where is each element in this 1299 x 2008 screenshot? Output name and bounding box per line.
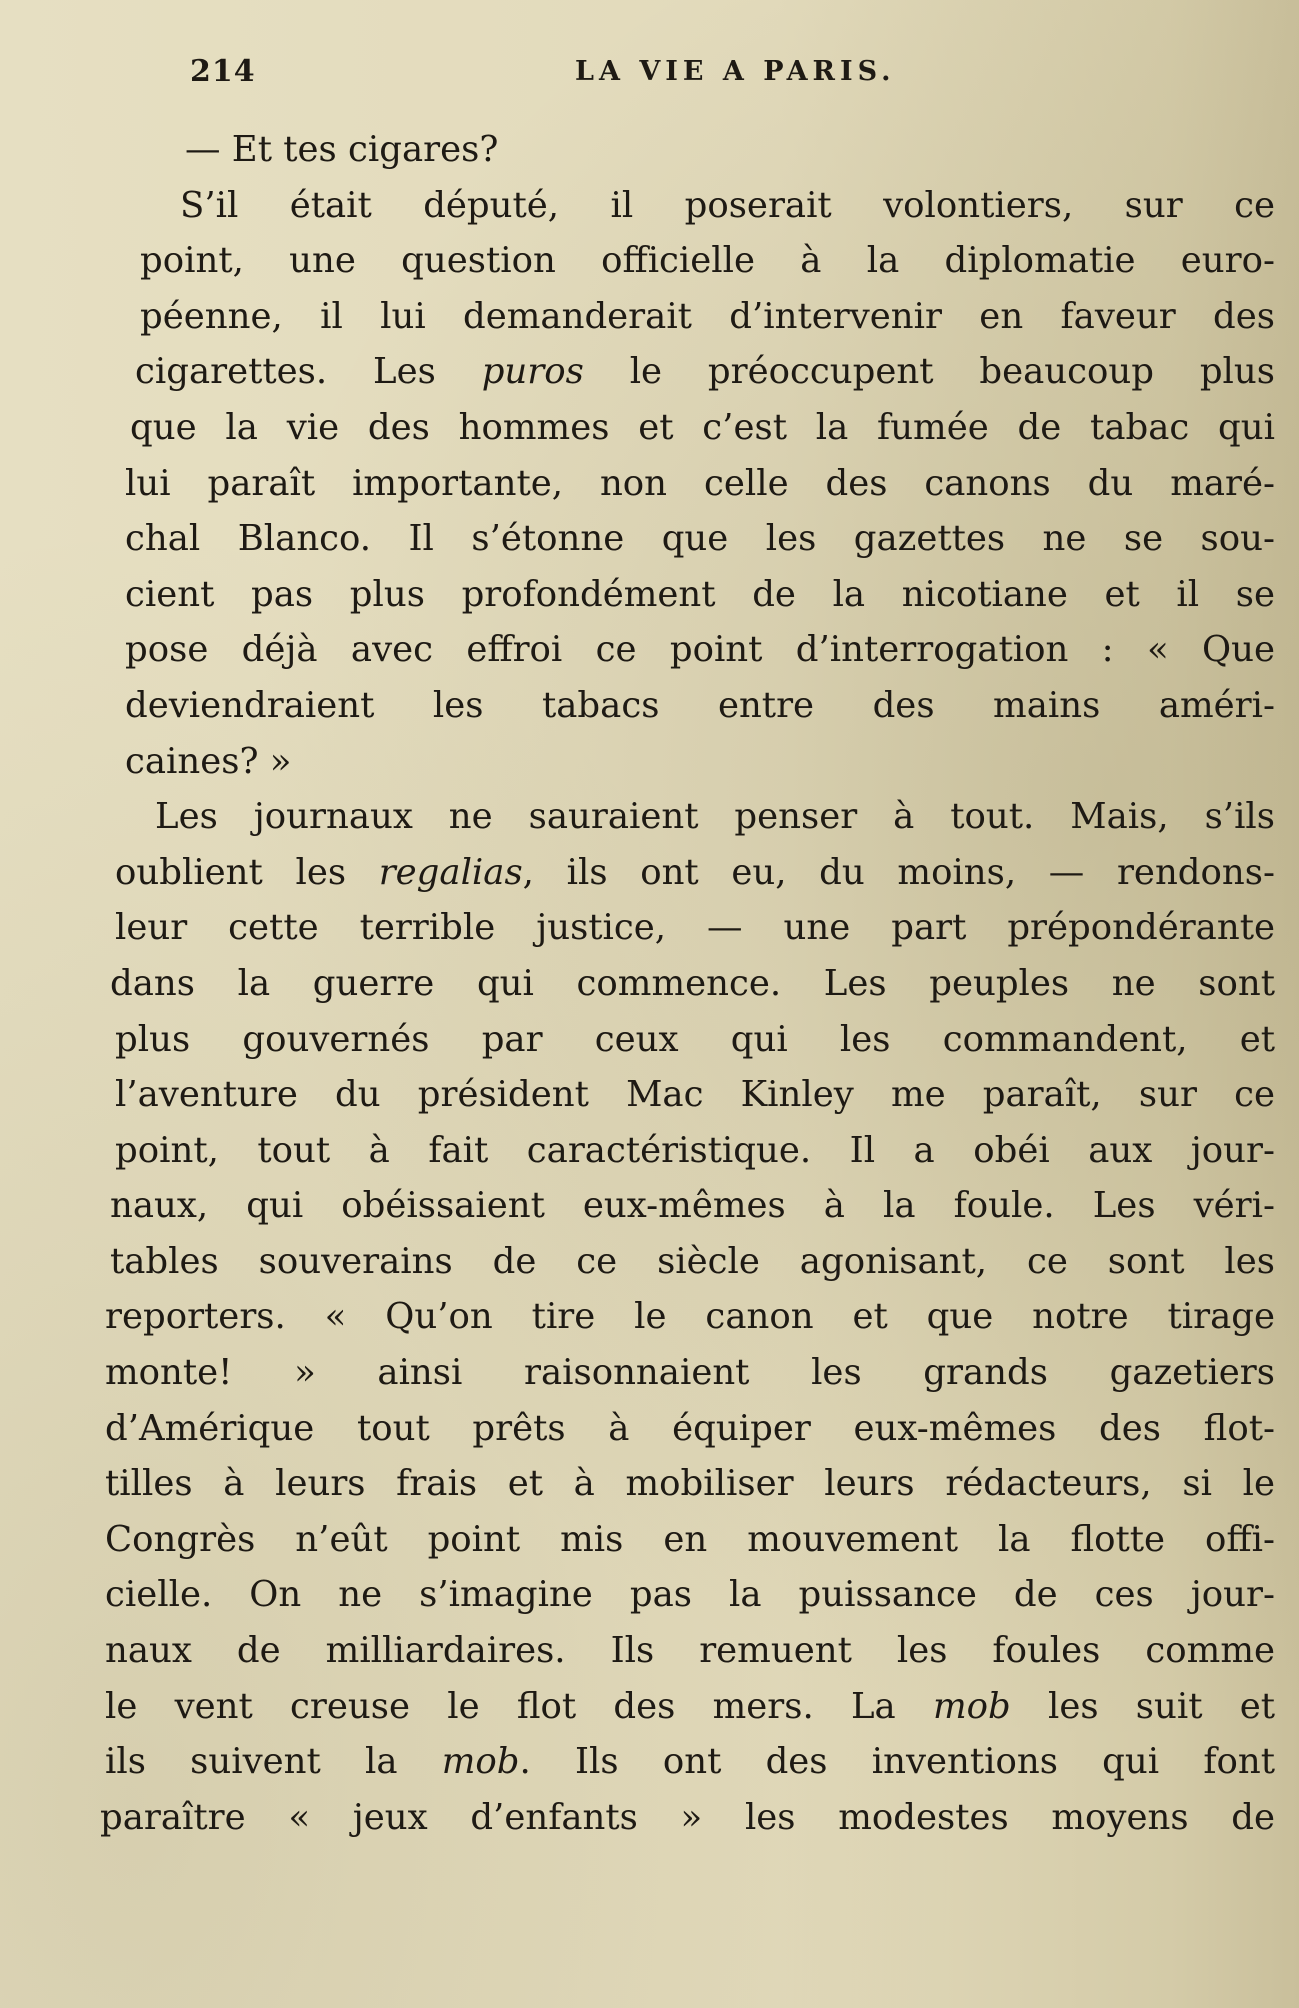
text-segment: oublient les xyxy=(115,851,379,893)
text-line xyxy=(125,456,1275,512)
text-segment: l’aventure du président Mac Kinley me paraît, sur ce xyxy=(115,1074,1275,1116)
italic-word: puros xyxy=(481,351,584,393)
text-segment: leur cette terrible justice, — une part prépondérante xyxy=(115,907,1275,949)
text-segment: , ils ont eu, du moins, — rendons- xyxy=(522,851,1275,893)
text-segment: reporters. « Qu’on tire le canon et que notre tirage xyxy=(105,1296,1275,1338)
text-line xyxy=(105,1289,1275,1345)
text-segment: dans la guerre qui commence. Les peuples ne sont xyxy=(110,962,1275,1004)
body-text xyxy=(100,122,1275,1845)
text-line xyxy=(110,1178,1275,1234)
text-line xyxy=(125,567,1275,623)
page-header xyxy=(0,54,1299,94)
text-segment: — Et tes cigares? xyxy=(185,129,499,170)
text-segment: plus gouvernés par ceux qui les commandent, et xyxy=(115,1018,1275,1060)
text-line xyxy=(105,1401,1275,1457)
text-line xyxy=(125,678,1275,734)
text-segment: cielle. On ne s’imagine pas la puissance de ces jour- xyxy=(105,1574,1275,1616)
text-segment: que la vie des hommes et c’est la fumée de tabac qui xyxy=(130,406,1275,448)
text-line xyxy=(110,1234,1275,1290)
text-segment: chal Blanco. Il s’étonne que les gazettes ne se sou- xyxy=(125,518,1275,560)
text-line xyxy=(125,734,1275,790)
text-line xyxy=(105,1345,1275,1401)
text-line xyxy=(115,1067,1275,1123)
text-segment: le vent creuse le flot des mers. La xyxy=(105,1685,933,1727)
page-number: 214 xyxy=(190,54,256,89)
text-line xyxy=(105,1679,1275,1735)
text-segment: pose déjà avec effroi ce point d’interrogation : « Que xyxy=(125,629,1275,671)
text-line xyxy=(115,845,1275,901)
text-line xyxy=(100,1790,1275,1846)
text-line xyxy=(105,1456,1275,1512)
text-line xyxy=(135,344,1275,400)
text-line xyxy=(155,789,1275,845)
text-segment: caines? » xyxy=(125,740,292,782)
text-segment: lui paraît importante, non celle des canons du maré- xyxy=(125,462,1275,504)
text-segment: tilles à leurs frais et à mobiliser leurs rédacteurs, si le xyxy=(105,1463,1275,1505)
text-segment: paraître « jeux d’enfants » les modestes moyens de xyxy=(100,1796,1275,1838)
text-line xyxy=(105,1734,1275,1790)
text-segment: deviendraient les tabacs entre des mains améri- xyxy=(125,684,1275,726)
text-line xyxy=(115,1012,1275,1068)
text-segment: le préoccupent beaucoup plus xyxy=(583,351,1275,393)
text-segment: S’il était député, il poserait volontiers, sur ce xyxy=(180,184,1275,226)
text-line xyxy=(130,400,1275,456)
text-segment: cigarettes. Les xyxy=(135,351,482,393)
text-segment: tables souverains de ce siècle agonisant, ce sont les xyxy=(110,1240,1275,1282)
text-segment: Congrès n’eût point mis en mouvement la flotte offi- xyxy=(105,1518,1275,1560)
text-line xyxy=(140,289,1275,345)
text-line xyxy=(105,1567,1275,1623)
text-line xyxy=(140,233,1275,289)
italic-word: mob xyxy=(932,1685,1011,1727)
text-segment: cient pas plus profondément de la nicotiane et il se xyxy=(125,573,1275,615)
text-line xyxy=(105,1512,1275,1568)
text-segment: les suit et xyxy=(1010,1685,1275,1727)
text-line xyxy=(185,122,1275,178)
italic-word: regalias xyxy=(378,851,523,893)
text-line xyxy=(110,956,1275,1012)
text-line xyxy=(115,1123,1275,1179)
text-segment: d’Amérique tout prêts à équiper eux-mêmes des flot- xyxy=(105,1407,1275,1449)
text-segment: point, tout à fait caractéristique. Il a obéi aux jour- xyxy=(115,1129,1275,1171)
text-segment: ils suivent la xyxy=(105,1741,442,1783)
text-segment: naux de milliardaires. Ils remuent les foules comme xyxy=(105,1630,1275,1672)
running-head: LA VIE A PARIS. xyxy=(575,56,896,87)
text-line xyxy=(125,622,1275,678)
text-segment: . Ils ont des inventions qui font xyxy=(519,1741,1275,1783)
italic-word: mob xyxy=(441,1741,520,1783)
text-segment: monte! » ainsi raisonnaient les grands gazetiers xyxy=(105,1352,1275,1394)
text-line xyxy=(180,178,1275,234)
text-line xyxy=(125,511,1275,567)
text-segment: Les journaux ne sauraient penser à tout. Mais, s’ils xyxy=(155,796,1275,838)
text-segment: point, une question officielle à la diplomatie euro- xyxy=(140,240,1275,282)
text-line xyxy=(105,1623,1275,1679)
text-line xyxy=(115,900,1275,956)
text-segment: naux, qui obéissaient eux-mêmes à la foule. Les véri- xyxy=(110,1185,1275,1227)
text-segment: péenne, il lui demanderait d’intervenir en faveur des xyxy=(140,295,1275,337)
